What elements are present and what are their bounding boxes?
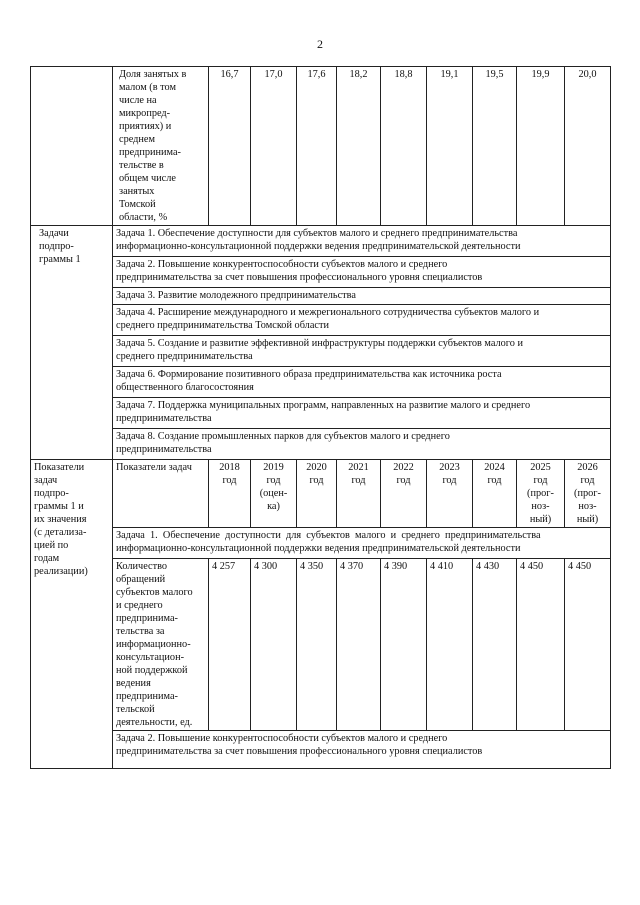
task-line: предпринимательства за счет повышения профессионального уровня специалистов xyxy=(116,746,483,757)
task-line: общественного благосостояния xyxy=(116,382,254,393)
task-row xyxy=(31,429,611,460)
indicator-label-line: информационно- xyxy=(116,639,191,650)
indicators-label-line: граммы 1 и xyxy=(34,501,84,512)
share-label-line: малом (в том xyxy=(119,82,176,93)
indicator-value: 4 257 xyxy=(209,559,251,731)
year-line: ноз- xyxy=(578,501,597,512)
indicators-label-line: их значения xyxy=(34,514,87,525)
indicators-label-line: годам xyxy=(34,553,60,564)
share-label xyxy=(113,67,209,226)
indicators-label-line: подпро- xyxy=(34,488,69,499)
task-line: Задача 4. Расширение международного и межрегионального сотрудничества субъектов малого и xyxy=(116,307,540,318)
indicator-label-line: предпринима- xyxy=(116,613,178,624)
year-line: 2025 xyxy=(530,462,551,473)
indicators-header-row xyxy=(31,460,611,528)
indicator-label-line: обращений xyxy=(116,574,166,585)
task-line: среднего предпринимательства Томской области xyxy=(116,320,329,331)
year-header-2018 xyxy=(209,460,251,528)
task-line: предпринимательства xyxy=(116,444,212,455)
year-line: год xyxy=(396,475,411,486)
year-line: год xyxy=(533,475,548,486)
task-row xyxy=(31,398,611,429)
task-row xyxy=(31,226,611,257)
share-row-left xyxy=(31,67,113,226)
indicator-label-line: тельства за xyxy=(116,626,165,637)
indicator-label-line: ведения xyxy=(116,678,151,689)
indicators-task-row xyxy=(31,528,611,559)
task-line: Задача 2. Повышение конкурентоспособности субъектов малого и среднего xyxy=(116,733,448,744)
year-line: 2024 xyxy=(484,462,505,473)
tasks-section-label xyxy=(31,226,113,460)
year-line: ка) xyxy=(267,501,280,512)
task-6 xyxy=(113,367,611,398)
share-value: 17,0 xyxy=(251,67,297,226)
task-line: среднего предпринимательства xyxy=(116,351,253,362)
share-label-line: Томской xyxy=(119,199,156,210)
indicator-value: 4 390 xyxy=(381,559,427,731)
indicator-value: 4 410 xyxy=(427,559,473,731)
indicator-value: 4 450 xyxy=(565,559,611,731)
task-line: Задача 7. Поддержка муниципальных программ, направленных на развитие малого и среднего xyxy=(116,400,531,411)
share-value: 19,5 xyxy=(473,67,517,226)
indicator-label-line: предпринима- xyxy=(116,691,178,702)
year-line: 2023 xyxy=(439,462,460,473)
task-line: Задача 6. Формирование позитивного образа предпринимательства как источника роста xyxy=(116,369,502,380)
task-4 xyxy=(113,305,611,336)
task-line: Задача 1. Обеспечение доступности для субъектов малого и среднего предпринимательства xyxy=(116,228,518,239)
year-line: год xyxy=(266,475,281,486)
indicators-header-label: Показатели задач xyxy=(113,460,209,528)
share-value: 18,8 xyxy=(381,67,427,226)
share-label-line: области, % xyxy=(119,212,168,223)
share-label-line: среднем xyxy=(119,134,155,145)
indicator-value: 4 350 xyxy=(297,559,337,731)
year-line: 2019 xyxy=(263,462,284,473)
indicator-label-line: деятельности, ед. xyxy=(116,717,193,728)
indicator-label-line: и среднего xyxy=(116,600,163,611)
tasks-label-line: граммы 1 xyxy=(39,254,81,265)
task-row xyxy=(31,288,611,305)
program-table xyxy=(30,66,611,769)
year-header-2019 xyxy=(251,460,297,528)
indicators-label-line: (с детализа- xyxy=(34,527,87,538)
indicator-row xyxy=(31,559,611,731)
task-line: Задача 8. Создание промышленных парков для субъектов малого и среднего xyxy=(116,431,450,442)
share-value: 20,0 xyxy=(565,67,611,226)
task-line: предпринимательства xyxy=(116,413,212,424)
task-1 xyxy=(113,226,611,257)
share-label-line: предпринима- xyxy=(119,147,181,158)
year-header-2021 xyxy=(337,460,381,528)
task-line: Задача 3. Развитие молодежного предпринимательства xyxy=(116,290,356,301)
task-5 xyxy=(113,336,611,367)
task-3 xyxy=(113,288,611,305)
share-value: 16,7 xyxy=(209,67,251,226)
page-number: 2 xyxy=(317,37,323,51)
task-line: информационно-консультационной поддержки ведения предпринимательской деятельности xyxy=(116,543,521,554)
share-label-line: Доля занятых в xyxy=(119,69,187,80)
year-header-2022 xyxy=(381,460,427,528)
task-line: информационно-консультационной поддержки ведения предпринимательской деятельности xyxy=(116,241,521,252)
indicators-task-1 xyxy=(113,528,611,559)
indicator-value: 4 300 xyxy=(251,559,297,731)
task-line: Задача 2. Повышение конкурентоспособности субъектов малого и среднего xyxy=(116,259,448,270)
share-label-line: занятых xyxy=(119,186,155,197)
indicator-label-line: Количество xyxy=(116,561,168,572)
year-line: год xyxy=(222,475,237,486)
indicator-value: 4 430 xyxy=(473,559,517,731)
year-line: ный) xyxy=(529,514,552,525)
year-header-2026 xyxy=(565,460,611,528)
share-label-line: тельстве в xyxy=(119,160,164,171)
year-line: 2022 xyxy=(393,462,414,473)
task-2 xyxy=(113,257,611,288)
task-row xyxy=(31,257,611,288)
year-header-2020 xyxy=(297,460,337,528)
year-line: год xyxy=(309,475,324,486)
indicator-label-line: ной поддержкой xyxy=(116,665,188,676)
indicator-label xyxy=(113,559,209,731)
year-line: ноз- xyxy=(531,501,550,512)
indicators-task-2 xyxy=(113,731,611,769)
share-label-line: числе на xyxy=(119,95,157,106)
share-value: 18,2 xyxy=(337,67,381,226)
year-line: 2020 xyxy=(306,462,327,473)
year-line: 2026 xyxy=(577,462,598,473)
indicator-label-line: консультацион- xyxy=(116,652,185,663)
indicators-section-label xyxy=(31,460,113,769)
share-value: 19,1 xyxy=(427,67,473,226)
year-line: год xyxy=(487,475,502,486)
indicator-value: 4 370 xyxy=(337,559,381,731)
year-line: (прог- xyxy=(527,488,554,499)
year-line: ный) xyxy=(576,514,599,525)
year-line: 2021 xyxy=(348,462,369,473)
share-row xyxy=(31,67,611,226)
year-line: год xyxy=(580,475,595,486)
year-line: 2018 xyxy=(219,462,240,473)
indicator-label-line: субъектов малого xyxy=(116,587,193,598)
year-line: (оцен- xyxy=(259,488,288,499)
indicators-label-line: Показатели xyxy=(34,462,85,473)
task-8 xyxy=(113,429,611,460)
year-header-2024 xyxy=(473,460,517,528)
share-label-line: приятиях) и xyxy=(119,121,172,132)
share-value: 17,6 xyxy=(297,67,337,226)
task-line: Задача 1. Обеспечение доступности для субъектов малого и среднего предпринимательства xyxy=(116,530,541,541)
share-value: 19,9 xyxy=(517,67,565,226)
indicators-task-row xyxy=(31,731,611,769)
task-7 xyxy=(113,398,611,429)
task-row xyxy=(31,336,611,367)
indicator-label-line: тельской xyxy=(116,704,155,715)
share-label-line: микропред- xyxy=(119,108,171,119)
task-line: предпринимательства за счет повышения профессионального уровня специалистов xyxy=(116,272,483,283)
year-line: (прог- xyxy=(574,488,601,499)
year-header-2023 xyxy=(427,460,473,528)
indicators-label-line: реализации) xyxy=(34,566,88,577)
task-row xyxy=(31,305,611,336)
task-row xyxy=(31,367,611,398)
task-line: Задача 5. Создание и развитие эффективной инфраструктуры поддержки субъектов малого и xyxy=(116,338,523,349)
indicator-value: 4 450 xyxy=(517,559,565,731)
indicators-label-line: цией по xyxy=(34,540,69,551)
indicators-label-line: задач xyxy=(34,475,58,486)
tasks-label-line: Задачи xyxy=(39,228,69,239)
year-line: год xyxy=(351,475,366,486)
share-label-line: общем числе xyxy=(119,173,176,184)
year-line: год xyxy=(442,475,457,486)
year-header-2025 xyxy=(517,460,565,528)
tasks-label-line: подпро- xyxy=(39,241,74,252)
